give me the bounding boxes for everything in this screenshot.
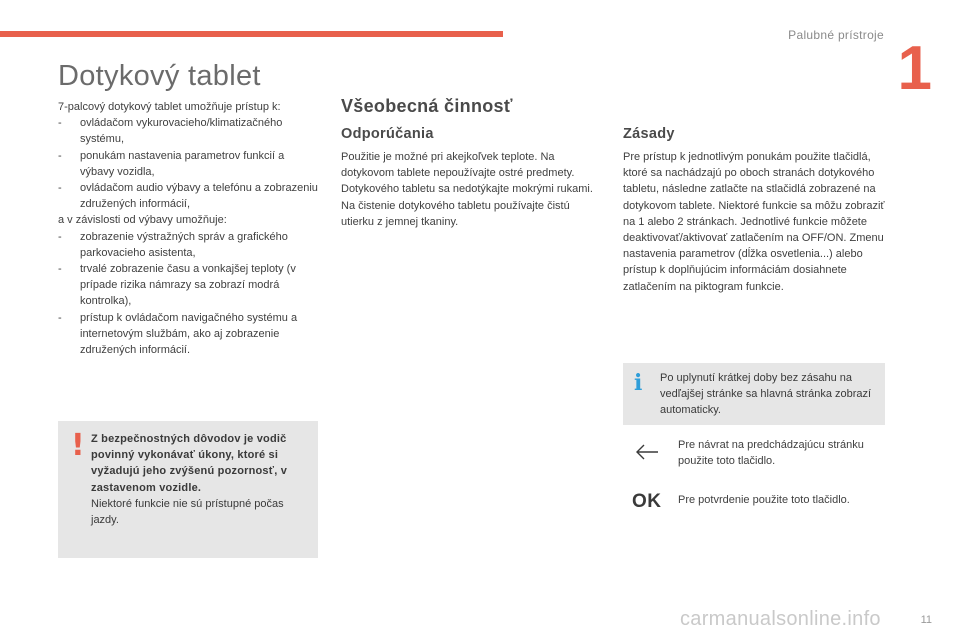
page-title: Dotykový tablet <box>58 60 261 92</box>
info-icon: i <box>634 370 643 396</box>
warning-text <box>91 431 313 528</box>
intro-lead: 7-palcový dotykový tablet umožňuje prístup k: <box>58 101 281 113</box>
back-arrow-icon <box>633 438 661 466</box>
ok-description: Pre potvrdenie použite toto tlačidlo. <box>678 494 850 506</box>
warning-bold-text: Z bezpečnostných dôvodov je vodič povinný vykonávať úkony, ktoré si vyžadujú jeho zvýšenú pozornosť, v zastavenom vozidle. <box>91 433 288 494</box>
warning-icon: ! <box>71 428 85 463</box>
back-description: Pre návrat na predchádzajúcu stránku použite toto tlačidlo. <box>678 439 864 468</box>
principles-text: Pre prístup k jednotlivým ponukám použite tlačidlá, ktoré sa nachádzajú po oboch stranách dotykového tabletu, následne zatlačte na stlačidlá zobrazené na dotykovom tablete. Niektoré funkcie sa môžu zobraziť na 1 alebo 2 stránkach. Jednotlivé funkcie môžete deaktivovať/aktivovať zatlačením na OFF/ON. Zmenu nastavenia parametrov (dĺžka osvetlenia...) alebo prístup k doplňujúcim informáciám dosiahnete zatlačením na piktogram funkcie. <box>623 151 885 293</box>
list-item <box>58 115 320 147</box>
list-dash: - <box>58 149 62 162</box>
intro-lead-2: a v závislosti od výbavy umožňuje: <box>58 214 227 227</box>
list-item-text: ovládačom audio výbavy a telefónu a zobrazeniu združených informácií, <box>80 182 318 211</box>
warning-box <box>58 421 318 558</box>
list-item <box>58 148 320 180</box>
ok-icon: OK <box>632 491 662 512</box>
header-accent-bar <box>0 31 503 37</box>
list-item <box>58 180 320 212</box>
section-name: Palubné prístroje <box>788 28 884 42</box>
list-dash: - <box>58 117 62 130</box>
list-dash: - <box>58 182 62 195</box>
list-item <box>58 229 320 261</box>
warning-normal-text: Niektoré funkcie nie sú prístupné počas jazdy. <box>91 497 284 527</box>
chapter-number: 1 <box>897 34 932 103</box>
intro-column <box>58 99 320 358</box>
info-box <box>623 363 885 425</box>
recommendations-text: Použitie je možné pri akejkoľvek teplote. Na dotykovom tablete nepoužívajte ostré predmety. Dotykového tabletu sa nedotýkajte mokrými rukami. Na čistenie dotykového tabletu používajte čistú utierku z jemnej tkaniny. <box>341 151 593 228</box>
recommendations-heading: Odporúčania <box>341 126 434 142</box>
list-dash: - <box>58 230 62 243</box>
info-text: Po uplynutí krátkej doby bez zásahu na vedľajšej stránke sa hlavná stránka zobrazí automaticky. <box>660 372 872 417</box>
list-item-text: ovládačom vykurovacieho/klimatizačného systému, <box>80 117 283 146</box>
list-item-text: trvalé zobrazenie času a vonkajšej teploty (v prípade rizika námrazy sa zobrazí modrá kontrolka), <box>80 263 296 308</box>
watermark: carmanualsonline.info <box>680 608 881 630</box>
list-dash: - <box>58 311 62 324</box>
list-dash: - <box>58 263 62 276</box>
principles-heading: Zásady <box>623 126 675 142</box>
list-item <box>58 261 320 310</box>
list-item-text: prístup k ovládačom navigačného systému a internetovým službám, ako aj zobrazenie združených informácií. <box>80 311 298 357</box>
page-number: 11 <box>920 614 932 626</box>
list-item-text: zobrazenie výstražných správ a grafického parkovacieho asistenta, <box>80 230 288 259</box>
list-item-text: ponukám nastavenia parametrov funkcií a výbavy vozidla, <box>80 149 285 178</box>
general-heading: Všeobecná činnosť <box>341 96 513 116</box>
list-item <box>58 310 320 359</box>
